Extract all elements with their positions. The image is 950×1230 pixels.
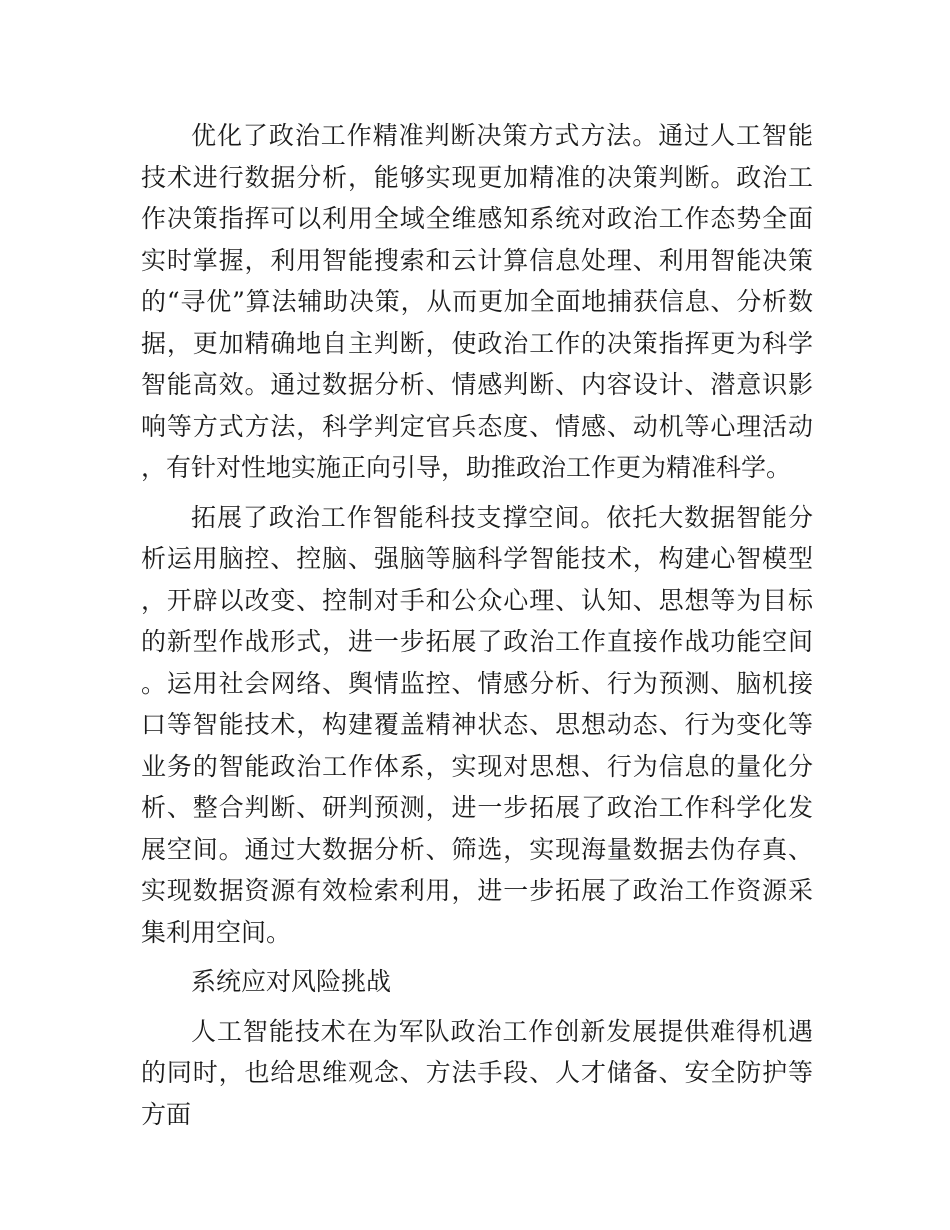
document-body (141, 115, 813, 1143)
section-heading: 系统应对风险挑战 (191, 967, 392, 996)
paragraph-tech-support: 拓展了政治工作智能科技支撑空间。依托大数据智能分析运用脑控、控脑、强脑等脑科学智能技术，构建心智模型，开辟以改变、控制对手和公众心理、认知、思想等为目标的新型作战形式，进一步拓展了政治工作直接作战功能空间。运用社会网络、舆情监控、情感分析、行为预测、脑机接口等智能技术，构建覆盖精神状态、思想动态、行为变化等业务的智能政治工作体系，实现对思想、行为信息的量化分析、整合判断、研判预测，进一步拓展了政治工作科学化发展空间。通过大数据分析、筛选，实现海量数据去伪存真、实现数据资源有效检索利用，进一步拓展了政治工作资源采集利用空间。 (141, 502, 813, 947)
paragraph-decision-making: 优化了政治工作精准判断决策方式方法。通过人工智能技术进行数据分析，能够实现更加精准的决策判断。政治工作决策指挥可以利用全域全维感知系统对政治工作态势全面实时掌握，利用智能搜索和云计算信息处理、利用智能决策的“寻优”算法辅助决策，从而更加全面地捕获信息、分析数据，更加精确地自主判断，使政治工作的决策指挥更为科学智能高效。通过数据分析、情感判断、内容设计、潜意识影响等方式方法，科学判定官兵态度、情感、动机等心理活动，有针对性地实施正向引导，助推政治工作更为精准科学。 (141, 121, 813, 482)
paragraph-risk-challenges: 人工智能技术在为军队政治工作创新发展提供难得机遇的同时，也给思维观念、方法手段、人才储备、安全防护等方面 (141, 1016, 813, 1129)
